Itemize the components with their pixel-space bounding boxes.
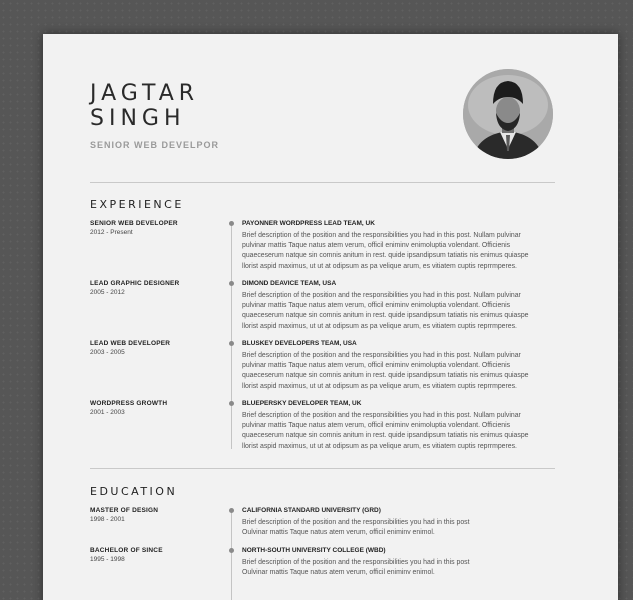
job-description: Brief description of the position and the responsibilities you had in this post. Nullam pulvinar pulvinar mattis Taque natus atem verum, officil eniminv enimoluptia volendant. Officienis quaeceserum natque sin comnis anitum in rest. quide ipsandipsum tatiatis nis enimus quiaspe llorist aspid maximus, ut ut at odipsum as pa velique arum, es vitiatem cuptis reprrmperes. — [242, 292, 529, 330]
timeline-dot — [229, 281, 234, 286]
job-role: LEAD GRAPHIC DESIGNER — [90, 280, 180, 287]
timeline-dot — [229, 401, 234, 406]
degree-description: Brief description of the position and the responsibilities you had in this post Oulvinar mattis Taque natus atem verum, officil eniminv enimol. — [242, 559, 470, 577]
experience-heading: EXPERIENCE — [90, 198, 184, 211]
degree-name: BACHELOR OF SINCE — [90, 547, 163, 554]
candidate-name — [90, 81, 199, 131]
degree-dates: 1995 - 1998 — [90, 556, 125, 563]
company-name: PAYONNER WORDPRESS LEAD TEAM, UK — [242, 220, 375, 227]
company-name: BLUEPERSKY DEVELOPER TEAM, UK — [242, 400, 362, 407]
job-dates: 2003 - 2005 — [90, 349, 125, 356]
job-title: SENIOR WEB DEVELPOR — [90, 140, 220, 150]
company-name: DIMOND DEAVICE TEAM, USA — [242, 280, 337, 287]
degree-dates: 1998 - 2001 — [90, 516, 125, 523]
timeline-dot — [229, 341, 234, 346]
timeline-dot — [229, 548, 234, 553]
degree-description: Brief description of the position and the responsibilities you had in this post Oulvinar mattis Taque natus atem verum, officil eniminv enimol. — [242, 519, 470, 537]
name-first: JAGTAR — [90, 81, 200, 106]
job-dates: 2012 - Present — [90, 229, 133, 236]
job-role: LEAD WEB DEVELOPER — [90, 340, 171, 347]
job-dates: 2001 - 2003 — [90, 409, 125, 416]
education-heading: EDUCATION — [90, 485, 178, 498]
company-name: BLUSKEY DEVELOPERS TEAM, USA — [242, 340, 357, 347]
profile-photo — [463, 69, 553, 159]
job-description: Brief description of the position and the responsibilities you had in this post. Nullam pulvinar pulvinar mattis Taque natus atem verum, officil eniminv enimoluptia volendant. Officienis quaeceserum natque sin comnis anitum in rest. quide ipsandipsum tatiatis nis enimus quiaspe llorist aspid maximus, ut ut at odipsum as pa velique arum, es vitiatem cuptis reprrmperes. — [242, 352, 529, 390]
job-role: SENIOR WEB DEVELOPER — [90, 220, 178, 227]
job-description: Brief description of the position and the responsibilities you had in this post. Nullam pulvinar pulvinar mattis Taque natus atem verum, officil eniminv enimoluptia volendant. Officienis quaeceserum natque sin comnis anitum in rest. quide ipsandipsum tatiatis nis enimus quiaspe llorist aspid maximus, ut ut at odipsum as pa velique arum, es vitiatem cuptis reprrmperes. — [242, 232, 529, 270]
school-name: NORTH-SOUTH UNIVERSITY COLLEGE (WBD) — [242, 547, 386, 554]
header-divider — [90, 182, 555, 183]
timeline-dot — [229, 221, 234, 226]
timeline-dot — [229, 508, 234, 513]
avatar-portrait — [463, 69, 553, 159]
education-timeline — [231, 510, 232, 600]
job-description: Brief description of the position and the responsibilities you had in this post. Nullam pulvinar pulvinar mattis Taque natus atem verum, officil eniminv enimoluptia volendant. Officienis quaeceserum natque sin comnis anitum in rest. quide ipsandipsum tatiatis nis enimus quiaspe llorist aspid maximus, ut ut at odipsum as pa velique arum, es vitiatem cuptis reprrmperes. — [242, 412, 529, 450]
job-role: WORDPRESS GROWTH — [90, 400, 168, 407]
school-name: CALIFORNIA STANDARD UNIVERSITY (GRD) — [242, 507, 381, 514]
name-last: SINGH — [90, 106, 186, 131]
job-dates: 2005 - 2012 — [90, 289, 125, 296]
degree-name: MASTER OF DESIGN — [90, 507, 159, 514]
experience-timeline — [231, 223, 232, 449]
section-divider — [90, 468, 555, 469]
resume-page — [43, 34, 618, 600]
